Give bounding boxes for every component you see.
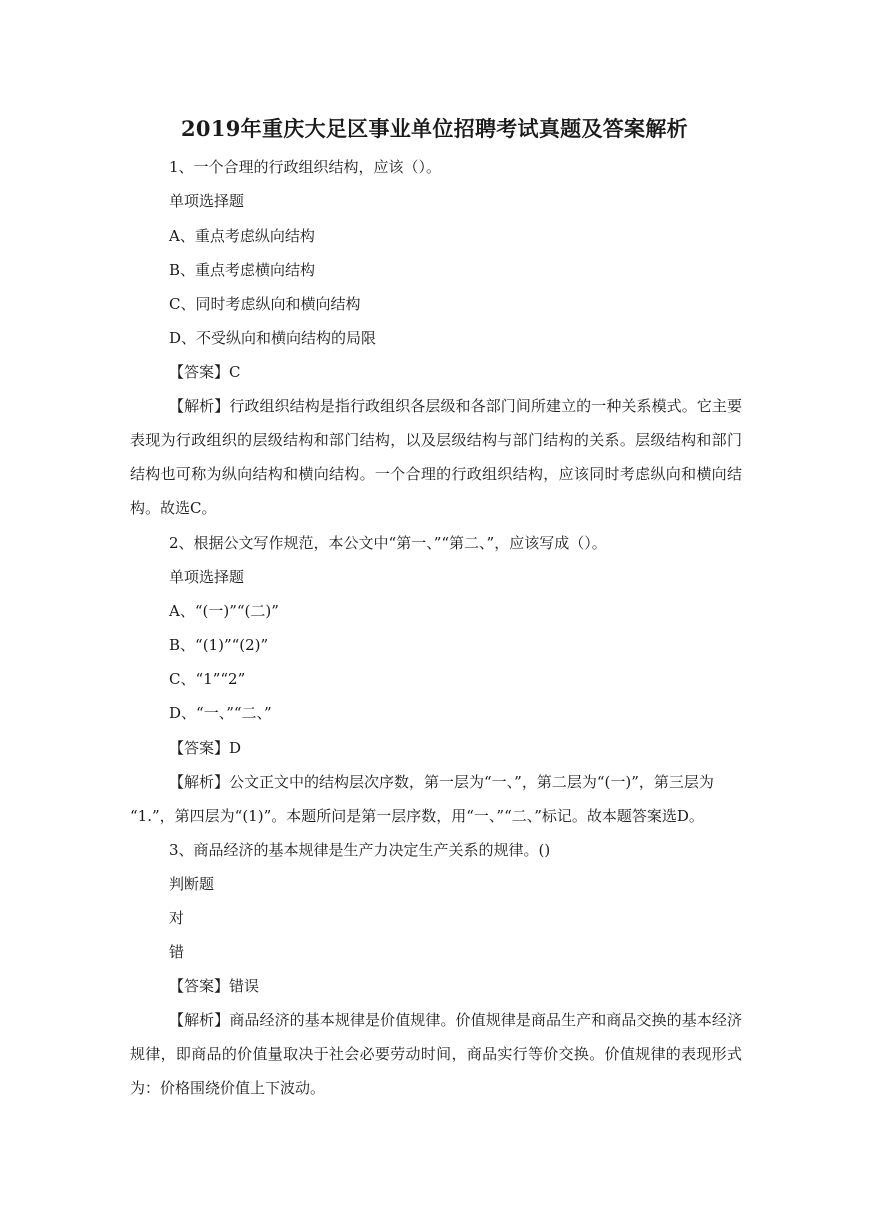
question-3-option-true: 对 [169,909,185,927]
question-1-option-b: B、重点考虑横向结构 [169,261,316,279]
question-1-option-c: C、同时考虑纵向和横向结构 [169,295,361,313]
question-2-option-b: B、“(1)”“(2)” [169,636,269,654]
question-1-option-d: D、不受纵向和横向结构的局限 [169,329,377,347]
question-1-answer: 【答案】C [169,363,241,381]
question-2-stem: 2、根据公文写作规范，本公文中“第一、”“第二、”，应该写成（）。 [169,534,607,552]
question-3-analysis: 【解析】商品经济的基本规律是价值规律。价值规律是商品生产和商品交换的基本经济规律，即商品的价值量取决于社会必要劳动时间，商品实行等价交换。价值规律的表现形式为：价格围绕价值上下波动。 [130,1011,742,1097]
document-title: 2019年重庆大足区事业单位招聘考试真题及答案解析 [181,116,688,141]
question-3-option-false: 错 [169,943,185,961]
question-2-option-d: D、“一、”“二、” [169,704,272,722]
question-1-option-a: A、重点考虑纵向结构 [169,227,315,245]
question-2-type: 单项选择题 [169,568,245,586]
question-2-analysis-line-2: “1.”，第四层为“(1)”。本题所问是第一层序数，用“一、”“二、”标记。故本题答案选D。 [130,807,704,825]
question-2-option-c: C、“1”“2” [169,670,246,688]
question-1-stem: 1、一个合理的行政组织结构，应该（）。 [169,158,442,176]
question-3-type: 判断题 [169,875,215,893]
question-2-option-a: A、“(一)”“(二)” [169,602,279,620]
question-2-analysis-line-1: 【解析】公文正文中的结构层次序数，第一层为“一、”，第二层为“(一)”，第三层为 [169,773,714,791]
question-1-type: 单项选择题 [169,192,245,210]
question-2-answer: 【答案】D [169,739,242,757]
question-1-analysis: 【解析】行政组织结构是指行政组织各层级和各部门间所建立的一种关系模式。它主要表现为行政组织的层级结构和部门结构，以及层级结构与部门结构的关系。层级结构和部门结构也可称为纵向结构和横向结构。一个合理的行政组织结构，应该同时考虑纵向和横向结构。故选C。 [130,397,742,517]
question-3-answer: 【答案】错误 [169,977,260,995]
question-3-stem: 3、商品经济的基本规律是生产力决定生产关系的规律。() [169,841,551,859]
